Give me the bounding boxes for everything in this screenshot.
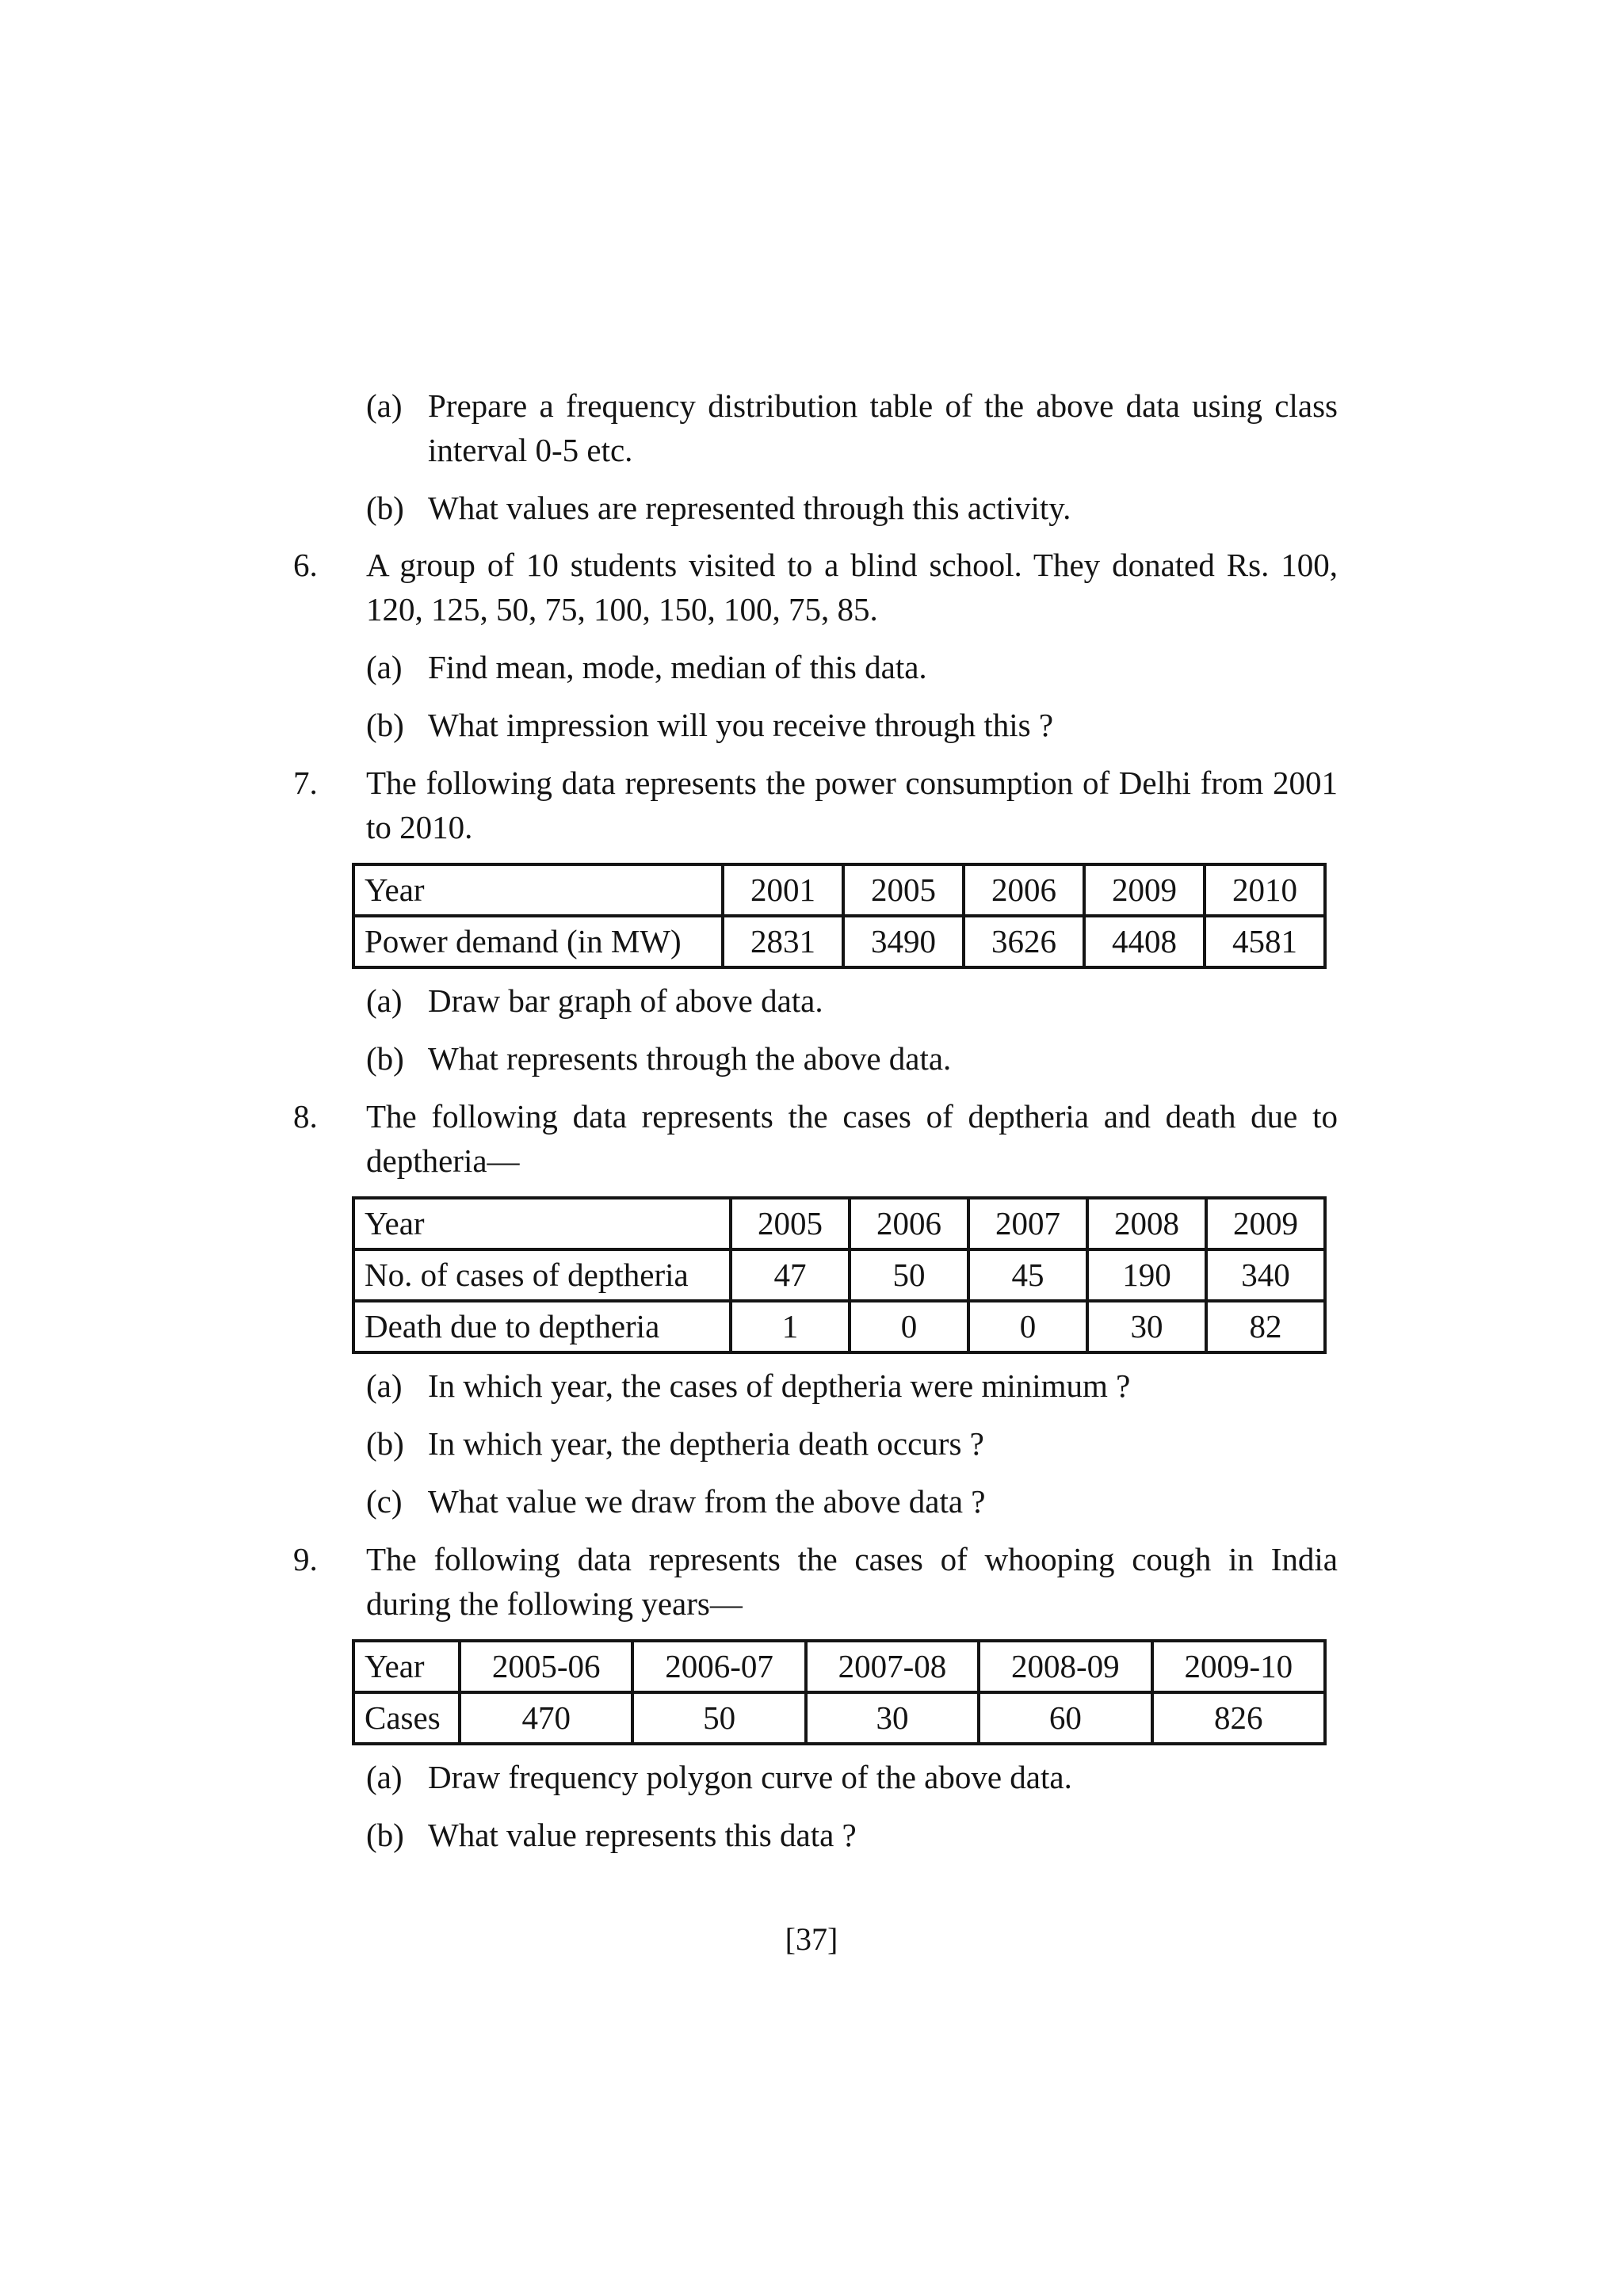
table-cell: 190 bbox=[1087, 1249, 1206, 1301]
part-label: (b) bbox=[366, 1040, 404, 1077]
table-cell: 2009-10 bbox=[1152, 1641, 1325, 1692]
part-text: Draw frequency polygon curve of the above data. bbox=[428, 1759, 1072, 1795]
row-header-cell: Year bbox=[353, 1641, 460, 1692]
question-number: 6. bbox=[293, 547, 318, 583]
table-cell: 2006 bbox=[964, 864, 1084, 916]
power-demand-table bbox=[352, 863, 1327, 969]
question-number: 8. bbox=[293, 1098, 318, 1135]
part-label: (c) bbox=[366, 1483, 403, 1520]
table-cell: 470 bbox=[460, 1692, 632, 1744]
table-row bbox=[353, 1198, 1325, 1249]
table-cell: 2005 bbox=[731, 1198, 850, 1249]
question-text bbox=[293, 1537, 1338, 1626]
table-cell: 82 bbox=[1206, 1301, 1325, 1352]
table-cell: 2008 bbox=[1087, 1198, 1206, 1249]
part-label: (b) bbox=[366, 1817, 404, 1853]
part-label: (a) bbox=[366, 1367, 403, 1404]
table-cell: 50 bbox=[850, 1249, 968, 1301]
table-cell: 2009 bbox=[1084, 864, 1205, 916]
table-cell: 2007-08 bbox=[806, 1641, 979, 1692]
q7-part-a bbox=[366, 978, 1338, 1023]
part-text: What value represents this data ? bbox=[428, 1817, 857, 1853]
question-body: The following data represents the cases of whooping cough in India during the following years— bbox=[366, 1541, 1338, 1622]
part-text: In which year, the cases of deptheria were minimum ? bbox=[428, 1367, 1131, 1404]
table-row bbox=[353, 1641, 1325, 1692]
table-cell: 45 bbox=[968, 1249, 1087, 1301]
table-cell: 826 bbox=[1152, 1692, 1325, 1744]
table-cell: 2005-06 bbox=[460, 1641, 632, 1692]
table-cell: 47 bbox=[731, 1249, 850, 1301]
row-header-cell: Year bbox=[353, 1198, 731, 1249]
deptheria-table bbox=[352, 1196, 1327, 1354]
whooping-cough-table bbox=[352, 1639, 1327, 1745]
q8-part-b bbox=[366, 1421, 1338, 1466]
question-7 bbox=[293, 761, 1338, 1081]
q7-part-b bbox=[366, 1036, 1338, 1081]
part-text: Prepare a frequency distribution table of the above data using class interval 0-5 etc. bbox=[428, 387, 1338, 468]
part-text: What value we draw from the above data ? bbox=[428, 1483, 986, 1520]
question-text bbox=[293, 761, 1338, 849]
table-cell: 2008-09 bbox=[979, 1641, 1151, 1692]
question-number: 9. bbox=[293, 1541, 318, 1577]
table-cell: 340 bbox=[1206, 1249, 1325, 1301]
table-cell: 0 bbox=[968, 1301, 1087, 1352]
table-cell: 2007 bbox=[968, 1198, 1087, 1249]
table-row bbox=[353, 864, 1325, 916]
part-text: What impression will you receive through this ? bbox=[428, 707, 1054, 743]
part-text: Draw bar graph of above data. bbox=[428, 982, 823, 1019]
part-label: (a) bbox=[366, 649, 403, 685]
question-body: The following data represents the power consumption of Delhi from 2001 to 2010. bbox=[366, 765, 1338, 845]
table-cell: 3626 bbox=[964, 916, 1084, 967]
q9-part-a bbox=[366, 1755, 1338, 1799]
table-cell: 2009 bbox=[1206, 1198, 1325, 1249]
question-9 bbox=[293, 1537, 1338, 1857]
q6-part-b bbox=[366, 703, 1338, 747]
table-cell: 2005 bbox=[843, 864, 964, 916]
table-cell: 2006 bbox=[850, 1198, 968, 1249]
table-cell: 2001 bbox=[723, 864, 843, 916]
table-cell: 30 bbox=[806, 1692, 979, 1744]
table-cell: 3490 bbox=[843, 916, 964, 967]
part-label: (b) bbox=[366, 707, 404, 743]
table-cell: 4408 bbox=[1084, 916, 1205, 967]
part-text: What values are represented through this activity. bbox=[428, 490, 1071, 526]
question-text bbox=[293, 1094, 1338, 1183]
row-header-cell: Cases bbox=[353, 1692, 460, 1744]
row-header-cell: Year bbox=[353, 864, 723, 916]
row-header-cell: Power demand (in MW) bbox=[353, 916, 723, 967]
table-cell: 30 bbox=[1087, 1301, 1206, 1352]
part-text: What represents through the above data. bbox=[428, 1040, 952, 1077]
table-cell: 50 bbox=[632, 1692, 805, 1744]
part-label: (b) bbox=[366, 490, 404, 526]
table-cell: 4581 bbox=[1205, 916, 1325, 967]
question-6 bbox=[293, 543, 1338, 747]
q8-part-a bbox=[366, 1363, 1338, 1408]
table-row bbox=[353, 916, 1325, 967]
table-cell: 60 bbox=[979, 1692, 1151, 1744]
question-body: A group of 10 students visited to a blind school. They donated Rs. 100, 120, 125, 50, 75, 100, 150, 100, 75, 85. bbox=[366, 547, 1338, 627]
page-content bbox=[293, 383, 1338, 1857]
question-text bbox=[293, 543, 1338, 631]
page-number: [37] bbox=[785, 1921, 838, 1957]
intro-part-a bbox=[366, 383, 1338, 472]
part-label: (a) bbox=[366, 982, 403, 1019]
part-label: (a) bbox=[366, 387, 403, 424]
question-number: 7. bbox=[293, 765, 318, 801]
part-text: Find mean, mode, median of this data. bbox=[428, 649, 927, 685]
row-header-cell: Death due to deptheria bbox=[353, 1301, 731, 1352]
table-cell: 0 bbox=[850, 1301, 968, 1352]
table-cell: 2006-07 bbox=[632, 1641, 805, 1692]
part-label: (a) bbox=[366, 1759, 403, 1795]
question-8 bbox=[293, 1094, 1338, 1524]
q6-part-a bbox=[366, 645, 1338, 689]
table-row bbox=[353, 1249, 1325, 1301]
part-text: In which year, the deptheria death occurs ? bbox=[428, 1425, 984, 1462]
q8-part-c bbox=[366, 1479, 1338, 1524]
part-label: (b) bbox=[366, 1425, 404, 1462]
table-cell: 2831 bbox=[723, 916, 843, 967]
q9-part-b bbox=[366, 1813, 1338, 1857]
table-cell: 1 bbox=[731, 1301, 850, 1352]
table-row bbox=[353, 1692, 1325, 1744]
table-row bbox=[353, 1301, 1325, 1352]
intro-part-b bbox=[366, 486, 1338, 530]
row-header-cell: No. of cases of deptheria bbox=[353, 1249, 731, 1301]
question-body: The following data represents the cases of deptheria and death due to deptheria— bbox=[366, 1098, 1338, 1179]
table-cell: 2010 bbox=[1205, 864, 1325, 916]
